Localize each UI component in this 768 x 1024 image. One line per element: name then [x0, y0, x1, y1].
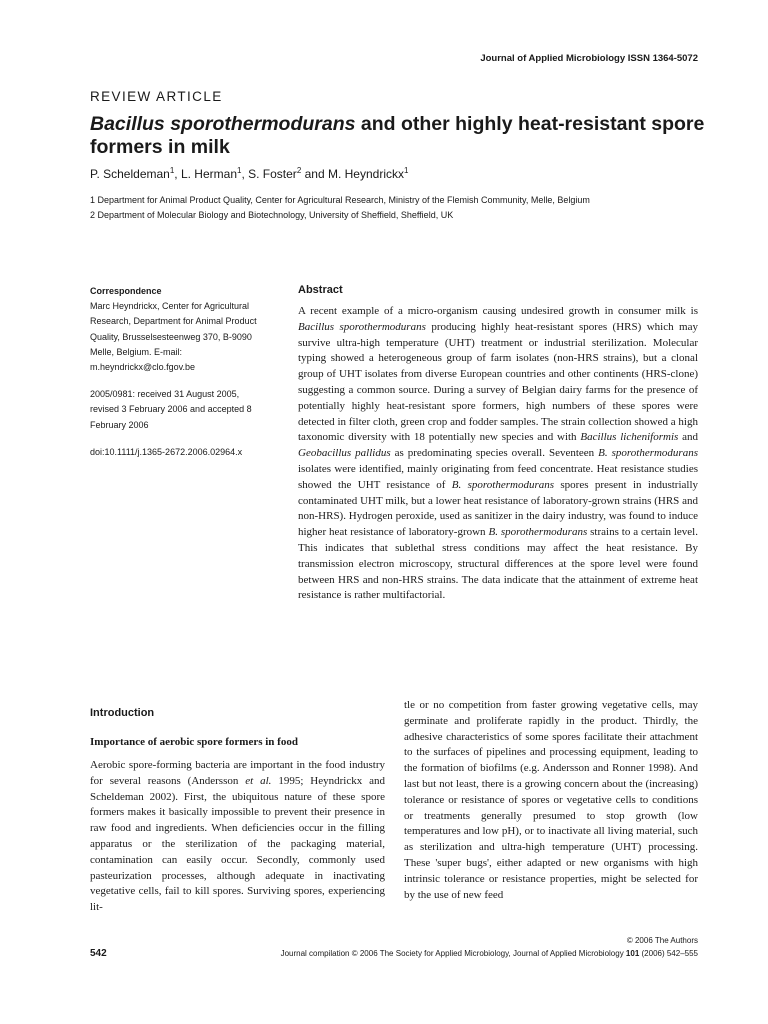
- introduction-text-column-2: tle or no competition from faster growing vegetative cells, may germinate and proliferate rapidly in the product. Thirdly, the adhesive characteristics of some spores facilitate their attachment to the surfaces of pipelines and processing equipment, leading to the formation of biofilms (e.g. Andersson and Ronner 1998). And last but not least, there is a growing concern about the (increasing) tolerance or resistance of spores or vegetative cells to conditions or treatments generally presumed to stop growth (low temperatures and low pH), or to inactivate all living material, such as sterilization and ultra-high temperature (UHT) processing. These 'super bugs', either adapted or new organisms with high intrinsic tolerance or resistance properties, might be selected for by the use of new feed: [404, 699, 698, 901]
- doi: doi:10.1111/j.1365-2672.2006.02964.x: [90, 446, 243, 457]
- affiliation-item: 1 Department for Animal Product Quality, Center for Agricultural Research, Ministry of the Flemish Community, Melle, Belgium: [90, 195, 590, 205]
- author-name: S. Foster: [248, 167, 297, 181]
- section-subheading: Importance of aerobic spore formers in food: [90, 736, 298, 748]
- article-info-sidebar: [90, 284, 270, 460]
- received-dates: 2005/0981: received 31 August 2005, revised 3 February 2006 and accepted 8 February 2006: [90, 389, 252, 430]
- author-affiliation-mark: 2: [296, 166, 302, 175]
- introduction-column-1: [90, 707, 385, 916]
- page-range: (2006) 542–555: [639, 949, 698, 958]
- copyright-notice: © 2006 The Authors: [626, 936, 698, 945]
- author-name: L. Herman: [180, 167, 237, 181]
- affiliations: [90, 193, 590, 223]
- affiliation-item: 2 Department of Molecular Biology and Biotechnology, University of Sheffield, Sheffield, UK: [90, 210, 454, 220]
- correspondence-label: Correspondence: [90, 286, 162, 296]
- author-name: M. Heyndrickx: [327, 167, 404, 181]
- page-number: 542: [90, 948, 107, 959]
- introduction-heading: Introduction: [90, 707, 155, 719]
- author-affiliation-mark: 1: [403, 166, 409, 175]
- introduction-text-column-1: Aerobic spore-forming bacteria are important in the food industry for several reasons (Andersson et al. 1995; Heyndrickx and Scheldeman 2002). First, the ubiquitous nature of these spore formers makes it basically impossible to prevent their presence in raw food and ingredients. When deficiencies occur in the filling apparatus or the sterilization of the packaging material, contamination can easily occur. Secondly, commonly used pasteurization processes, although adequate in inactivating vegetative cells, fail to kill spores. Surviving spores, experiencing lit-: [90, 759, 385, 914]
- author-affiliation-mark: 1: [169, 166, 175, 175]
- abstract-heading: Abstract: [298, 284, 343, 296]
- volume-number: 101: [625, 949, 640, 958]
- author-affiliation-mark: 1: [237, 166, 242, 175]
- abstract-section: [298, 284, 698, 604]
- title-rest: and other highly heat-resistant spore formers in milk: [90, 113, 705, 158]
- author-name: P. Scheldeman: [90, 167, 170, 181]
- abstract-text: A recent example of a micro-organism causing undesired growth in consumer milk is Bacillus sporothermodurans producing highly heat-resistant spores (HRS) which may survive ultra-high temperature (UHT) treatment or industrial sterilization. Molecular typing showed a heterogeneous group of farm isolates (non-HRS strains), but a clonal group of UHT isolates from diverse European countries and other continents (HRS-clone) suggesting a common source. During a survey of Belgian dairy farms for the presence of potentially highly heat-resistant spore formers, high numbers of these spores were detected in filter cloth, green crop and fodder samples. The strain collection showed a high taxonomic diversity with 18 potentially new species and with Bacillus licheniformis and Geobacillus pallidus as predominating species overall. Seventeen B. sporothermodurans isolates were identified, mainly originating from feed concentrate. Heat resistance studies showed the UHT resistance of B. sporothermodurans spores present in industrially contaminated UHT milk, but a lower heat resistance of laboratory-grown strains (HRS and non-HRS). Hydrogen peroxide, used as sanitizer in the dairy industry, was found to induce higher heat resistance of laboratory-grown B. sporothermodurans strains to a certain level. This indicates that sublethal stress conditions may affect the heat resistance. By transmission electron microscopy, structural differences at the spore level were found between HRS and non-HRS strains. The data indicate that the attainment of extreme heat resistance is rather multifactorial.: [298, 305, 698, 602]
- title-species: Bacillus sporothermodurans: [90, 113, 356, 135]
- authors: P. Scheldeman$^1$, L. Herman$^1$, S. Foster$^2$ and M. Heyndrickx$^1$: [90, 166, 409, 181]
- article-type: REVIEW ARTICLE: [90, 89, 223, 104]
- article-title: [90, 113, 730, 159]
- journal-compilation-notice: [281, 949, 698, 958]
- correspondence-text: Marc Heyndrickx, Center for Agricultural Research, Department for Animal Product Quality, Brusselsesteenweg 370, B-9090 Melle, Belgium. E-mail: m.heyndrickx@clo.fgov.be: [90, 301, 257, 373]
- compilation-text: Journal compilation © 2006 The Society for Applied Microbiology, Journal of Applied Microbiology: [280, 949, 626, 958]
- journal-header: Journal of Applied Microbiology ISSN 1364-5072: [480, 53, 698, 64]
